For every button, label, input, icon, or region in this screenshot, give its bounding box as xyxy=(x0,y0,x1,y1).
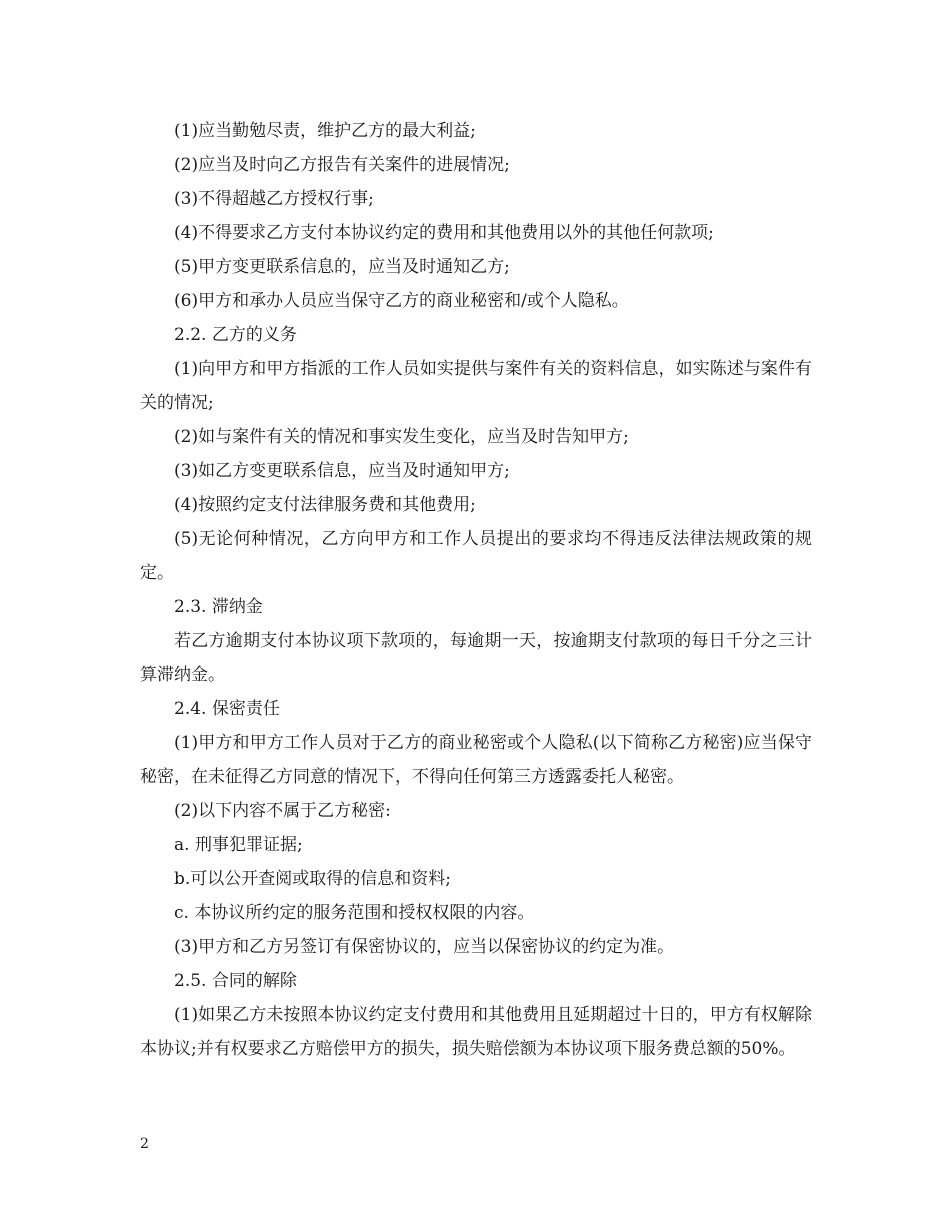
paragraph: (2)以下内容不属于乙方秘密: xyxy=(174,801,391,821)
paragraph: (1)向甲方和甲方指派的工作人员如实提供与案件有关的资料信息，如实陈述与案件有关的情况; xyxy=(140,359,812,413)
paragraph: (5)无论何种情况，乙方向甲方和工作人员提出的要求均不得违反法律法规政策的规定。 xyxy=(140,529,812,583)
paragraph: 若乙方逾期支付本协议项下款项的，每逾期一天，按逾期支付款项的每日千分之三计算滞纳金。 xyxy=(140,631,812,685)
paragraph: (6)甲方和承办人员应当保守乙方的商业秘密和/或个人隐私。 xyxy=(174,291,629,311)
paragraph: (2)应当及时向乙方报告有关案件的进展情况; xyxy=(174,155,510,175)
paragraph: (1)甲方和甲方工作人员对于乙方的商业秘密或个人隐私(以下简称乙方秘密)应当保守秘密，在未征得乙方同意的情况下，不得向任何第三方透露委托人秘密。 xyxy=(140,733,812,787)
paragraph: (5)甲方变更联系信息的，应当及时通知乙方; xyxy=(174,257,510,277)
page-number: 2 xyxy=(140,1136,149,1152)
list-item: a. 刑事犯罪证据; xyxy=(174,835,303,855)
list-item: c. 本协议所约定的服务范围和授权权限的内容。 xyxy=(174,903,535,923)
paragraph: (2)如与案件有关的情况和事实发生变化，应当及时告知甲方; xyxy=(174,427,629,447)
section-heading: 2.5. 合同的解除 xyxy=(174,971,297,991)
paragraph: (4)按照约定支付法律服务费和其他费用; xyxy=(174,495,476,515)
paragraph: (4)不得要求乙方支付本协议约定的费用和其他费用以外的其他任何款项; xyxy=(174,223,714,243)
document-body xyxy=(140,114,812,1066)
paragraph: (3)不得超越乙方授权行事; xyxy=(174,189,374,209)
section-heading: 2.2. 乙方的义务 xyxy=(174,325,297,345)
list-item: b.可以公开查阅或取得的信息和资料; xyxy=(174,869,452,889)
paragraph: (1)应当勤勉尽责，维护乙方的最大利益; xyxy=(174,121,476,141)
paragraph: (3)甲方和乙方另签订有保密协议的，应当以保密协议的约定为准。 xyxy=(174,937,675,957)
section-heading: 2.4. 保密责任 xyxy=(174,699,280,719)
paragraph: (3)如乙方变更联系信息，应当及时通知甲方; xyxy=(174,461,510,481)
section-heading: 2.3. 滞纳金 xyxy=(174,597,263,617)
paragraph: (1)如果乙方未按照本协议约定支付费用和其他费用且延期超过十日的，甲方有权解除本协议;并有权要求乙方赔偿甲方的损失，损失赔偿额为本协议项下服务费总额的50%。 xyxy=(140,1005,812,1059)
